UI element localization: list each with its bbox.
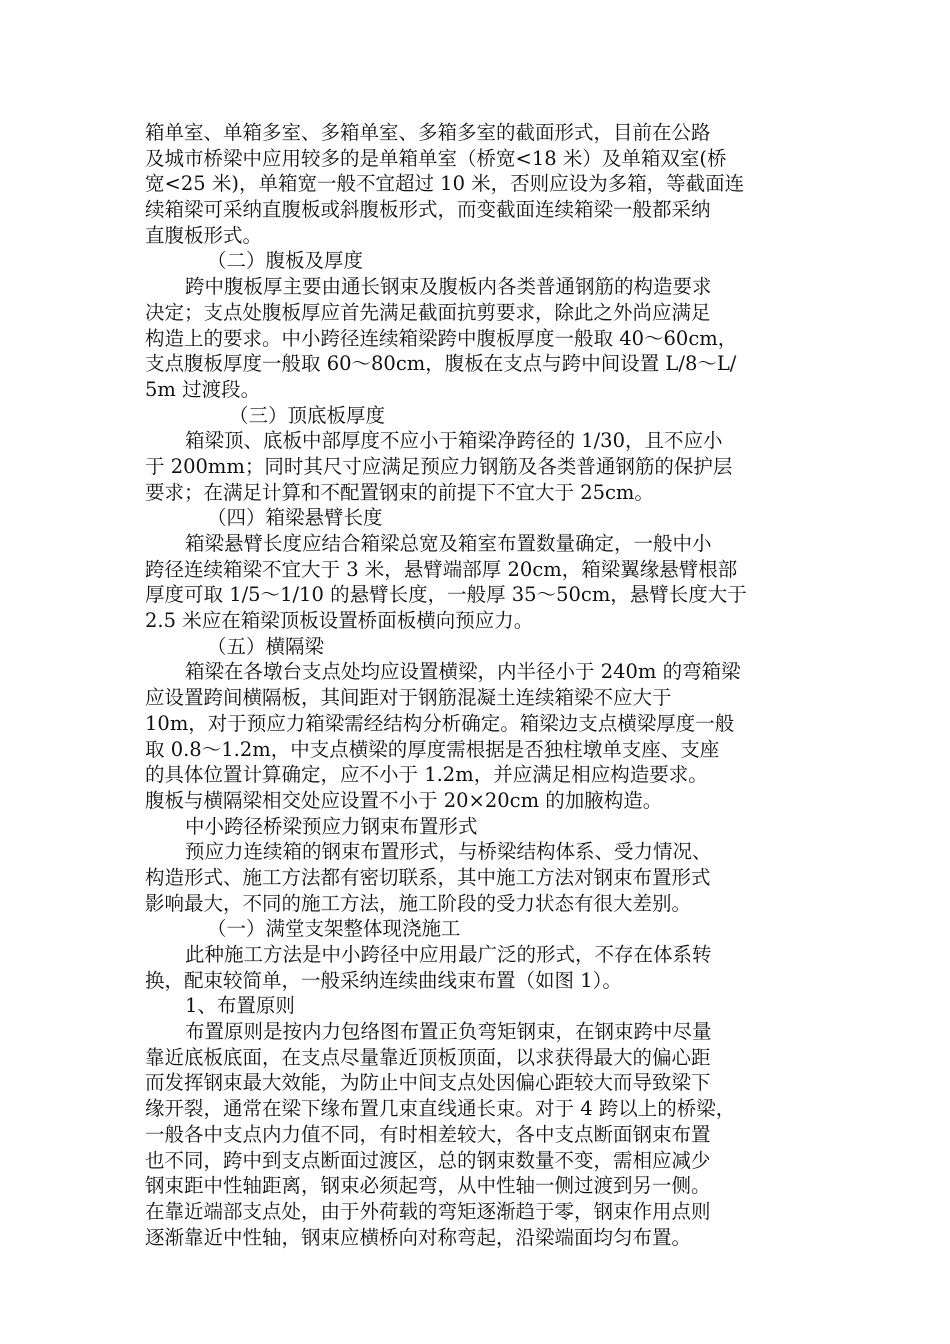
- document-page: [145, 120, 810, 1250]
- text-line: 也不同，跨中到支点断面过渡区，总的钢束数量不变，需相应减少: [145, 1148, 711, 1172]
- section-heading: 1、布置原则: [185, 994, 295, 1018]
- section-heading: 中小跨径桥梁预应力钢束布置形式: [185, 814, 478, 838]
- text-line: 10m，对于预应力箱梁需经结构分析确定。箱梁边支点横梁厚度一般: [145, 711, 735, 735]
- text-line: 跨中腹板厚主要由通长钢束及腹板内各类普通钢筋的构造要求: [185, 275, 712, 299]
- text-line: 构造形式、施工方法都有密切联系，其中施工方法对钢束布置形式: [145, 865, 711, 889]
- text-line: 应设置跨间横隔板，其间距对于钢筋混凝土连续箱梁不应大于: [145, 686, 672, 710]
- section-heading: （五）横隔梁: [207, 634, 325, 658]
- text-line: 支点腹板厚度一般取 60～80cm，腹板在支点与跨中间设置 L/8～L/: [145, 352, 737, 376]
- text-line: 要求；在满足计算和不配置钢束的前提下不宜大于 25cm。: [145, 480, 654, 504]
- text-line: 预应力连续箱的钢束布置形式，与桥梁结构体系、受力情况、: [185, 840, 712, 864]
- text-line: 缘开裂，通常在梁下缘布置几束直线通长束。对于 4 跨以上的桥梁，: [145, 1097, 736, 1121]
- section-heading: （二）腹板及厚度: [207, 249, 364, 273]
- text-line: 于 200mm；同时其尺寸应满足预应力钢筋及各类普通钢筋的保护层: [145, 454, 733, 478]
- text-line: 跨径连续箱梁不宜大于 3 米，悬臂端部厚 20cm，箱梁翼缘悬臂根部: [145, 557, 738, 581]
- text-line: 决定；支点处腹板厚应首先满足截面抗剪要求，除此之外尚应满足: [145, 300, 711, 324]
- text-line: 换，配束较简单，一般采纳连续曲线束布置（如图 1）。: [145, 968, 622, 992]
- text-line: 箱梁顶、底板中部厚度不应小于箱梁净跨径的 1/30，且不应小: [185, 429, 723, 453]
- text-line: 布置原则是按内力包络图布置正负弯矩钢束，在钢束跨中尽量: [185, 1020, 712, 1044]
- text-line: 一般各中支点内力值不同，有时相差较大，各中支点断面钢束布置: [145, 1122, 711, 1146]
- section-heading: （三）顶底板厚度: [229, 403, 386, 427]
- text-line: 钢束距中性轴距离，钢束必须起弯，从中性轴一侧过渡到另一侧。: [145, 1174, 711, 1198]
- text-line: 厚度可取 1/5～1/10 的悬臂长度，一般厚 35～50cm，悬臂长度大于: [145, 583, 747, 607]
- text-line: 而发挥钢束最大效能，为防止中间支点处因偏心距较大而导致梁下: [145, 1071, 711, 1095]
- text-line: 逐渐靠近中性轴，钢束应横桥向对称弯起，沿梁端面均匀布置。: [145, 1225, 692, 1249]
- text-line: 此种施工方法是中小跨径中应用最广泛的形式，不存在体系转: [185, 943, 712, 966]
- text-line: 箱单室、单箱多室、多箱单室、多箱多室的截面形式，目前在公路: [145, 121, 711, 144]
- text-line: 构造上的要求。中小跨径连续箱梁跨中腹板厚度一般取 40～60cm，: [145, 326, 738, 350]
- section-heading: （一）满堂支架整体现浇施工: [207, 917, 461, 941]
- text-line: 及城市桥梁中应用较多的是单箱单室（桥宽<18 米）及单箱双室(桥: [145, 146, 727, 170]
- text-line: 影响最大，不同的施工方法，施工阶段的受力状态有很大差别。: [145, 891, 692, 915]
- text-line: 箱梁悬臂长度应结合箱梁总宽及箱室布置数量确定，一般中小: [185, 532, 712, 555]
- text-line: 靠近底板底面，在支点尽量靠近顶板顶面，以求获得最大的偏心距: [145, 1045, 711, 1069]
- text-line: 在靠近端部支点处，由于外荷载的弯矩逐渐趋于零，钢束作用点则: [145, 1199, 711, 1223]
- text-line: 直腹板形式。: [145, 223, 263, 247]
- text-line: 续箱梁可采纳直腹板或斜腹板形式，而变截面连续箱梁一般都采纳: [145, 198, 711, 222]
- text-line: 腹板与横隔梁相交处应设置不小于 20×20cm 的加腋构造。: [145, 788, 663, 812]
- text-line: 箱梁在各墩台支点处均应设置横梁，内半径小于 240m 的弯箱梁: [185, 660, 741, 684]
- text-line: 宽<25 米)，单箱宽一般不宜超过 10 米，否则应设为多箱，等截面连: [145, 172, 745, 196]
- text-line: 2.5 米应在箱梁顶板设置桥面板横向预应力。: [145, 609, 534, 633]
- section-heading: （四）箱梁悬臂长度: [207, 506, 383, 530]
- text-line: 的具体位置计算确定，应不小于 1.2m，并应满足相应构造要求。: [145, 763, 708, 787]
- text-line: 5m 过渡段。: [145, 377, 261, 401]
- text-line: 取 0.8～1.2m，中支点横梁的厚度需根据是否独柱墩单支座、支座: [145, 737, 720, 761]
